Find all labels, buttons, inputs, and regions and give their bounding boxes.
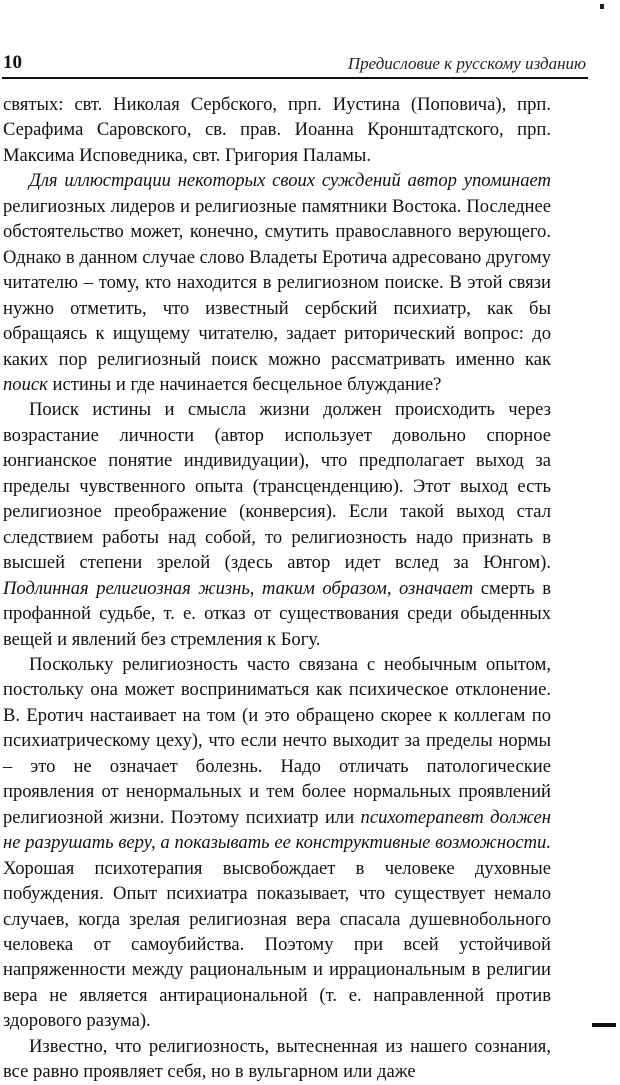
paragraph xyxy=(3,397,551,652)
paragraph xyxy=(3,1034,551,1085)
paragraph xyxy=(3,92,551,168)
scan-mark xyxy=(600,4,604,9)
paragraph xyxy=(3,652,551,1034)
text-run: религиозных лидеров и религиозные памятники Востока. Последнее обстоятельство может, конечно, смутить православного верующего. Однако в данном случае слово Владеты Еротича адресовано другому читателю – тому, кто находится в религиозном поиске. В этой связи нужно отметить, что известный сербский психиатр, как бы обращаясь к ищущему читателю, задает риторический вопрос: до каких пор религиозный поиск можно рассматривать именно как xyxy=(3,195,551,370)
italic-run: Для иллюстрации некоторых своих суждений автор упоминает xyxy=(29,170,551,192)
italic-run: Подлинная религиозная жизнь, таким образом, означает xyxy=(3,577,474,599)
running-title: Предисловие к русскому изданию xyxy=(347,54,586,73)
header-rule xyxy=(2,77,588,79)
italic-run: поиск xyxy=(3,373,48,395)
paragraph xyxy=(3,168,551,397)
text-run: Поскольку религиозность часто связана с необычным опытом, постольку она может восприниматься как психическое отклонение. В. Еротич настаивает на том (и это обращено скорее к коллегам по психиатрическому цеху), что если нечто выходит за пределы нормы – это не означает болезнь. Надо отличать патологические проявления от ненормальных и тем более нормальных проявлений религиозной жизни. Поэтому психиатр или xyxy=(3,653,551,828)
italic-run: психотерапевт должен не разрушать веру, а показывать ее конструктивные возможности. xyxy=(3,806,552,854)
text-run: Хорошая психотерапия высвобождает в человеке духовные побуждения. Опыт психиатра показывает, что существует немало случаев, когда зрелая религиозная вера спасала душевнобольного человека от самоубийства. Поэтому при всей устойчивой напряженности между рациональным и иррациональным в религии вера не является антирациональной (т. е. направленной против здорового разума). xyxy=(3,857,551,1032)
text-run: Известно, что религиозность, вытесненная из нашего сознания, все равно проявляет себя, но в вульгарном или даже xyxy=(3,1035,551,1083)
text-run: святых: свт. Николая Сербского, прп. Иустина (Поповича), прп. Серафима Саровского, св. прав. Иоанна Кронштадтского, прп. Максима Исповедника, свт. Григория Паламы. xyxy=(3,94,551,166)
scan-mark xyxy=(592,1023,616,1027)
body-text xyxy=(3,92,551,1085)
page-header xyxy=(0,52,620,78)
text-run: Поиск истины и смысла жизни должен происходить через возрастание личности (автор использует довольно спорное юнгианское понятие индивидуации), что предполагает выход за пределы чувственного опыта (трансценденцию). Этот выход есть религиозное преображение (конверсия). Если такой выход стал следствием работы над собой, то религиозность надо признать в высшей степени зрелой (здесь автор идет вслед за Юнгом). xyxy=(3,399,551,574)
page-number: 10 xyxy=(3,52,22,73)
text-run: смерть в профанной судьбе, т. е. отказ от существования среди обыденных вещей и явлений без стремления к Богу. xyxy=(3,577,551,650)
text-run: истины и где начинается бесцельное блуждание? xyxy=(47,373,442,395)
